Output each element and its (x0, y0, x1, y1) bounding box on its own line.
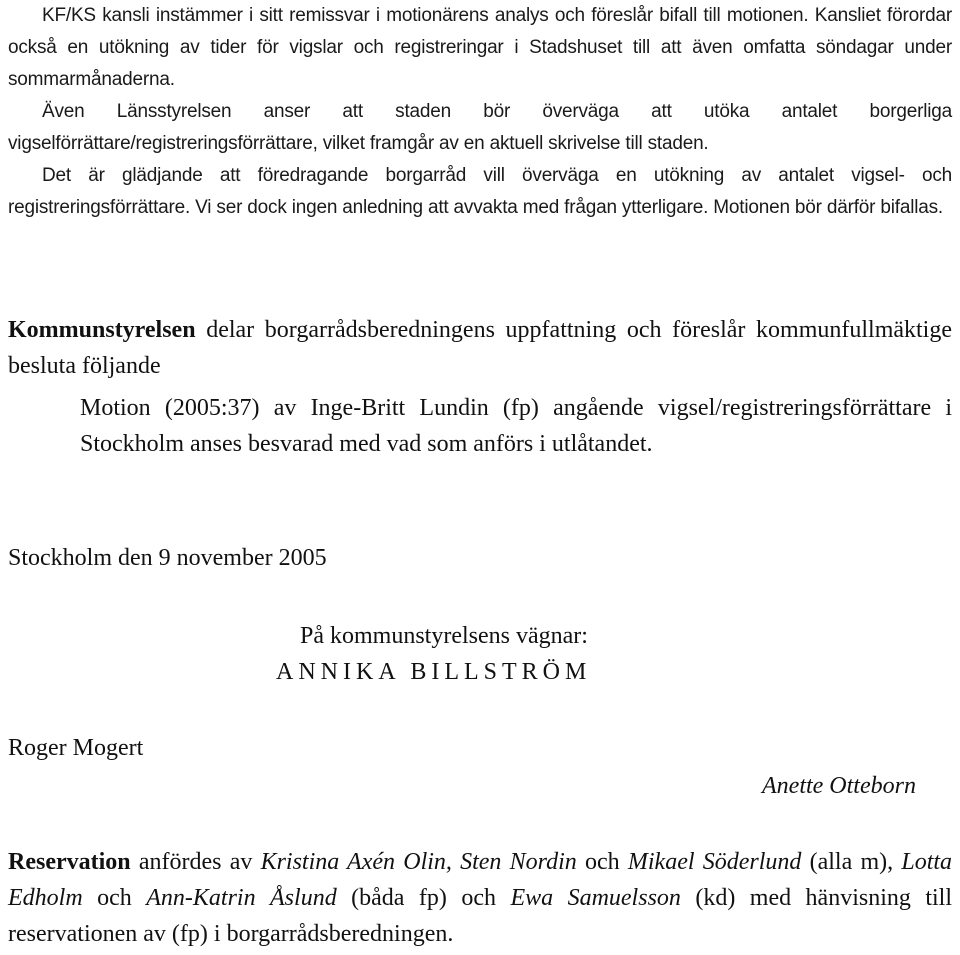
reservation-names-4: Ann-Katrin Åslund (146, 885, 337, 911)
motion-proposal: Motion (2005:37) av Inge-Britt Lundin (fp) angående vigsel/registreringsförrättare i Stockholm anses besvarad med vad som anförs i utlåtandet. (80, 395, 952, 457)
paragraph-kansli: KF/KS kansli instämmer i sitt remissvar i motionärens analys och föreslår bifall till motionen. Kansliet förordar också en utökning av tider för vigslar och registreringar i Stadshuset till att även omfatta söndagar under sommarmånaderna. (8, 5, 952, 90)
reservation-names-3: Lotta Edholm (8, 849, 953, 911)
chair-name: ANNIKA BILLSTRÖM (276, 659, 592, 685)
paragraph-lansstyrelsen: Även Länsstyrelsen anser att staden bör överväga att utöka antalet borgerliga vigselförrättare/registreringsförrättare, vilket framgår av en aktuell skrivelse till staden. (8, 101, 952, 154)
reservation-names-1: Kristina Axén Olin, Sten Nordin (260, 849, 577, 875)
paragraph-conclusion: Det är glädjande att föredragande borgarråd vill överväga en utökning av antalet vigsel- och registreringsförrättare. Vi ser dock ingen anledning att avvakta med frågan ytterligare. Motionen bör därför bifallas. (8, 165, 952, 218)
signatory-right: Anette Otteborn (762, 773, 916, 799)
reservation-text-1: anfördes av (130, 849, 261, 875)
reservation-text-4: och (82, 885, 147, 911)
reservation-lead: Reservation (8, 849, 131, 875)
decision-text: delar borgarrådsberedningens uppfattning och föreslår kommunfullmäktige besluta följande (8, 317, 952, 379)
decision-lead: Kommunstyrelsen (8, 317, 196, 343)
reservation-text-5: (båda fp) och (336, 885, 511, 911)
reservation-text-6: (kd) med hänvisning till reservationen av (fp) i borgarrådsberedningen. (8, 885, 953, 947)
signatory-left: Roger Mogert (8, 735, 144, 761)
reservation-paragraph (8, 844, 952, 952)
statement-block (8, 0, 952, 224)
reservation-names-5: Ewa Samuelsson (510, 885, 681, 911)
date-line: Stockholm den 9 november 2005 (8, 545, 327, 571)
reservation-text-2: och (576, 849, 628, 875)
reservation-names-2: Mikael Söderlund (627, 849, 802, 875)
on-behalf-line: På kommunstyrelsens vägnar: (300, 623, 588, 649)
reservation-text-3: (alla m), (801, 849, 902, 875)
decision-paragraph (8, 312, 952, 384)
